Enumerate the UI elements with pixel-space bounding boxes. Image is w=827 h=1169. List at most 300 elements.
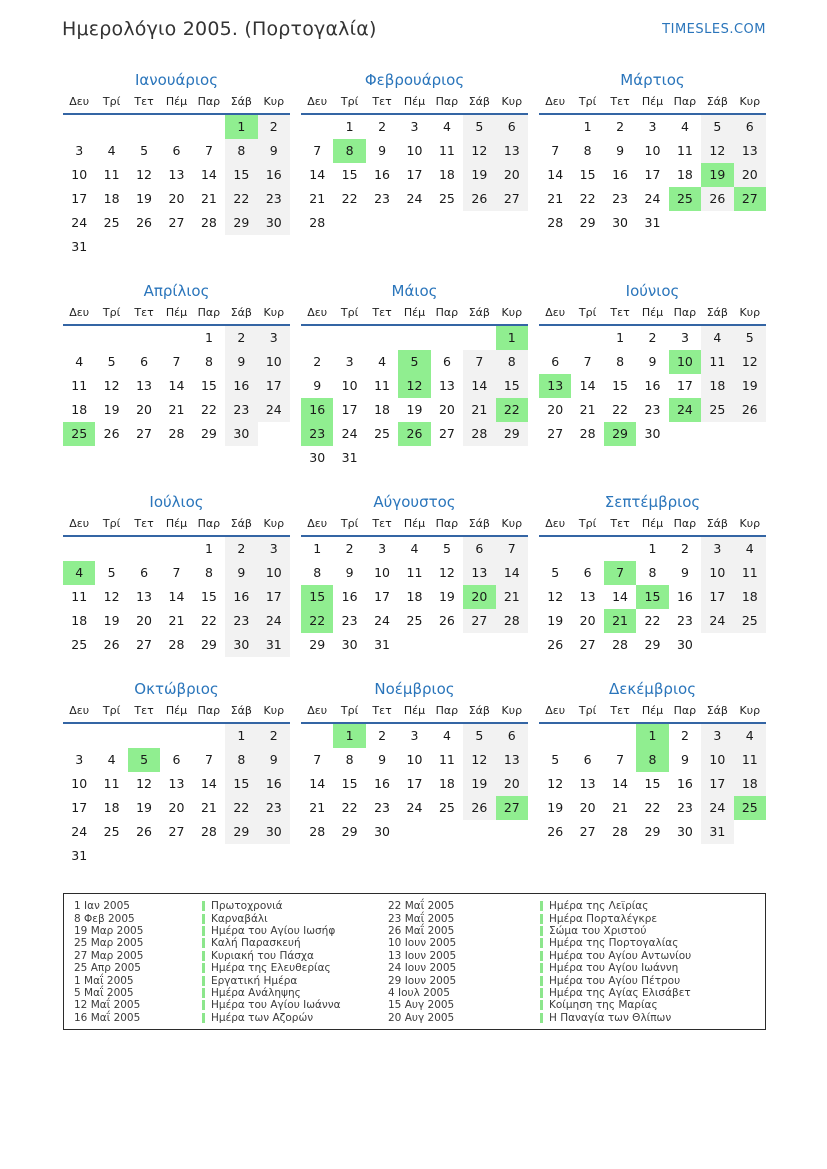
day-cell: 12 (103, 378, 120, 393)
day-cell: 1 (204, 330, 213, 345)
week-row (301, 211, 528, 235)
weekend-day-cell: 13 (734, 139, 766, 163)
legend-tick-icon (540, 901, 543, 911)
month-title: Μάιος (391, 282, 438, 300)
day-cell: 3 (410, 119, 419, 134)
weekend-day-cell: 13 (496, 748, 528, 772)
day-cell: 15 (644, 776, 661, 791)
weekend-day-cell: 22 (225, 187, 257, 211)
day-cell: 1 (583, 119, 592, 134)
empty-cell (193, 235, 225, 259)
day-cell: 28 (309, 824, 326, 839)
day-cell: 1 (204, 541, 213, 556)
weekday-label: Σάβ (706, 306, 728, 319)
holiday-day-cell: 22 (496, 398, 528, 422)
day-cell: 5 (140, 143, 149, 158)
week-row (539, 561, 766, 585)
day-cell: 28 (200, 824, 217, 839)
day-cell: 10 (644, 143, 661, 158)
day-cell: 5 (442, 541, 451, 556)
month-title: Σεπτέμβριος (604, 493, 701, 511)
day-cell: 23 (612, 191, 629, 206)
month-title: Ιανουάριος (134, 71, 218, 89)
weekend-day-cell: 21 (463, 398, 495, 422)
weekday-label: Δευ (69, 517, 90, 530)
weekday-label: Σάβ (706, 517, 728, 530)
empty-cell (463, 326, 495, 350)
holiday-day-cell: 26 (398, 422, 430, 446)
legend-tick-icon (540, 951, 543, 961)
empty-cell (496, 211, 528, 235)
week-row (539, 187, 766, 211)
week-row (63, 772, 290, 796)
weekday-label: Σάβ (230, 517, 252, 530)
empty-cell (463, 211, 495, 235)
empty-cell (366, 326, 398, 350)
empty-cell (128, 326, 160, 350)
weekend-day-cell: 12 (463, 139, 495, 163)
day-cell: 25 (438, 800, 455, 815)
weekday-label: Τρί (340, 95, 359, 108)
weekend-day-cell: 10 (701, 561, 733, 585)
weekend-day-cell: 22 (225, 796, 257, 820)
weekend-day-cell: 10 (701, 748, 733, 772)
legend-entry-name: Ημέρα του Αγίου Πέτρου (540, 975, 765, 987)
day-cell: 4 (378, 354, 387, 369)
weekday-label: Σάβ (468, 95, 490, 108)
weekend-day-cell: 31 (701, 820, 733, 844)
holiday-day-cell: 1 (333, 724, 365, 748)
day-cell: 27 (136, 426, 153, 441)
day-cell: 11 (374, 378, 391, 393)
day-cell: 4 (75, 354, 84, 369)
day-cell: 20 (547, 402, 564, 417)
weekday-label: Τετ (610, 95, 630, 108)
weekend-day-cell: 11 (734, 561, 766, 585)
day-cell: 6 (442, 354, 451, 369)
day-cell: 7 (583, 354, 592, 369)
day-cell: 6 (140, 565, 149, 580)
weekend-day-cell: 6 (496, 724, 528, 748)
day-cell: 11 (438, 143, 455, 158)
holiday-day-cell: 1 (496, 326, 528, 350)
weekend-day-cell: 29 (225, 211, 257, 235)
day-cell: 6 (172, 752, 181, 767)
empty-cell (160, 235, 192, 259)
legend-tick-icon (540, 914, 543, 924)
weekend-day-cell: 5 (463, 115, 495, 139)
month-title: Νοέμβριος (374, 680, 455, 698)
weekday-label: Δευ (545, 517, 566, 530)
day-cell: 12 (547, 776, 564, 791)
day-cell: 8 (204, 565, 213, 580)
day-cell: 4 (107, 752, 116, 767)
month-Σεπτέμβριος (539, 492, 766, 657)
legend-entry-name: Εργατική Ημέρα (202, 975, 388, 987)
weekend-day-cell: 26 (734, 398, 766, 422)
empty-cell (431, 633, 463, 657)
legend-entry-name: Ημέρα του Αγίου Αντωνίου (540, 950, 765, 962)
holiday-day-cell: 27 (734, 187, 766, 211)
day-cell: 19 (438, 589, 455, 604)
legend-date: 15 Αυγ 2005 (388, 999, 455, 1012)
weekend-day-cell: 12 (463, 748, 495, 772)
weekend-day-cell: 28 (463, 422, 495, 446)
day-cell: 11 (71, 378, 88, 393)
empty-cell (63, 724, 95, 748)
holiday-day-cell: 24 (669, 398, 701, 422)
day-cell: 26 (438, 613, 455, 628)
empty-cell (539, 537, 571, 561)
weekend-day-cell: 18 (734, 772, 766, 796)
weekend-day-cell: 11 (734, 748, 766, 772)
weekday-label: Πέμ (641, 95, 664, 108)
legend-tick-icon (202, 988, 205, 998)
month-Φεβρουάριος (301, 70, 528, 235)
legend-date: 23 Μαΐ 2005 (388, 912, 455, 925)
day-cell: 11 (103, 776, 120, 791)
day-cell: 28 (612, 824, 629, 839)
weekday-label: Παρ (435, 95, 459, 108)
week-row (539, 326, 766, 350)
empty-cell (734, 633, 766, 657)
month-title: Οκτώβριος (134, 680, 219, 698)
day-cell: 12 (438, 565, 455, 580)
week-row (301, 163, 528, 187)
holiday-day-cell: 16 (301, 398, 333, 422)
weekday-label: Κυρ (501, 95, 523, 108)
day-cell: 1 (616, 330, 625, 345)
weekend-day-cell: 26 (463, 187, 495, 211)
legend-entry-name: Ημέρα της Πορτογαλίας (540, 937, 765, 949)
weekday-label: Σάβ (230, 306, 252, 319)
week-row (301, 633, 528, 657)
weekday-label: Σάβ (468, 517, 490, 530)
empty-cell (301, 115, 333, 139)
day-cell: 7 (313, 752, 322, 767)
weekend-day-cell: 30 (258, 820, 290, 844)
weekend-day-cell: 28 (496, 609, 528, 633)
holiday-day-cell: 23 (301, 422, 333, 446)
weekend-day-cell: 9 (258, 748, 290, 772)
empty-cell (701, 633, 733, 657)
weekend-day-cell: 15 (225, 772, 257, 796)
weekday-label: Πέμ (641, 517, 664, 530)
holiday-day-cell: 10 (669, 350, 701, 374)
weekend-day-cell: 17 (701, 772, 733, 796)
day-cell: 25 (406, 613, 423, 628)
holiday-day-cell: 25 (669, 187, 701, 211)
weekend-day-cell: 25 (701, 398, 733, 422)
legend-tick-icon (202, 976, 205, 986)
month-Μάιος (301, 281, 528, 470)
month-title: Αύγουστος (373, 493, 456, 511)
day-cell: 16 (374, 776, 391, 791)
legend-date: 1 Μαΐ 2005 (74, 974, 134, 987)
week-row (539, 820, 766, 844)
weekday-label: Τρί (102, 306, 121, 319)
holiday-day-cell: 5 (128, 748, 160, 772)
empty-cell (571, 724, 603, 748)
empty-cell (225, 235, 257, 259)
day-cell: 28 (200, 215, 217, 230)
months-grid (63, 70, 766, 868)
holiday-day-cell: 21 (604, 609, 636, 633)
day-cell: 24 (644, 191, 661, 206)
weekend-day-cell: 2 (258, 115, 290, 139)
day-cell: 26 (547, 824, 564, 839)
day-cell: 26 (103, 426, 120, 441)
weekend-day-cell: 15 (496, 374, 528, 398)
day-cell: 12 (136, 776, 153, 791)
day-cell: 15 (612, 378, 629, 393)
day-cell: 9 (680, 752, 689, 767)
legend-entry-name: Ημέρα του Αγίου Ιωσήφ (202, 925, 388, 937)
weekend-day-cell: 16 (225, 374, 257, 398)
day-cell: 17 (71, 800, 88, 815)
day-cell: 30 (341, 637, 358, 652)
weekday-label: Τρί (102, 704, 121, 717)
day-cell: 13 (136, 378, 153, 393)
legend-date: 12 Μαΐ 2005 (74, 999, 141, 1012)
weekend-day-cell: 30 (225, 633, 257, 657)
day-cell: 13 (168, 776, 185, 791)
weekend-day-cell: 4 (734, 537, 766, 561)
day-cell: 18 (103, 800, 120, 815)
legend-tick-icon (202, 1013, 205, 1023)
weekend-day-cell: 16 (258, 772, 290, 796)
weekday-label: Τετ (134, 306, 154, 319)
empty-cell (95, 235, 127, 259)
month-title: Απρίλιος (143, 282, 210, 300)
day-cell: 8 (313, 565, 322, 580)
weekend-day-cell: 25 (734, 609, 766, 633)
weekend-day-cell: 27 (496, 187, 528, 211)
week-row (539, 211, 766, 235)
empty-cell (128, 537, 160, 561)
empty-cell (734, 422, 766, 446)
day-cell: 16 (341, 589, 358, 604)
day-cell: 25 (71, 637, 88, 652)
legend-entry-name: Ημέρα Πορταλέγκρε (540, 913, 765, 925)
weekday-label: Κυρ (739, 95, 761, 108)
weekend-day-cell: 23 (225, 398, 257, 422)
day-cell: 9 (313, 378, 322, 393)
day-cell: 6 (583, 565, 592, 580)
empty-cell (669, 422, 701, 446)
weekday-label: Τρί (340, 306, 359, 319)
day-cell: 4 (680, 119, 689, 134)
empty-cell (95, 724, 127, 748)
week-row (539, 422, 766, 446)
legend-tick-icon (202, 1000, 205, 1010)
day-cell: 20 (168, 800, 185, 815)
legend-date: 10 Ιουν 2005 (388, 937, 457, 950)
day-cell: 28 (309, 215, 326, 230)
weekday-label: Πέμ (165, 704, 188, 717)
day-cell: 23 (374, 800, 391, 815)
week-row (301, 139, 528, 163)
day-cell: 26 (103, 637, 120, 652)
day-cell: 31 (341, 450, 358, 465)
day-cell: 29 (644, 824, 661, 839)
day-cell: 7 (313, 143, 322, 158)
weekday-label: Δευ (307, 704, 328, 717)
week-row (63, 398, 290, 422)
empty-cell (333, 211, 365, 235)
weekend-day-cell: 17 (258, 585, 290, 609)
week-row (301, 772, 528, 796)
day-cell: 14 (309, 776, 326, 791)
month-title: Ιούνιος (625, 282, 680, 300)
empty-cell (463, 633, 495, 657)
empty-cell (160, 115, 192, 139)
weekday-label: Δευ (545, 704, 566, 717)
weekday-label: Πέμ (641, 704, 664, 717)
week-row (539, 724, 766, 748)
weekday-label: Δευ (545, 95, 566, 108)
legend-date: 25 Απρ 2005 (74, 962, 141, 975)
empty-cell (63, 537, 95, 561)
weekday-label: Δευ (307, 517, 328, 530)
legend-date: 20 Αυγ 2005 (388, 1011, 455, 1024)
weekend-day-cell: 10 (258, 561, 290, 585)
empty-cell (571, 326, 603, 350)
weekend-day-cell: 12 (734, 350, 766, 374)
weekend-day-cell: 14 (463, 374, 495, 398)
month-Μάρτιος (539, 70, 766, 235)
month-Ιούνιος (539, 281, 766, 446)
day-cell: 30 (612, 215, 629, 230)
weekday-label: Παρ (673, 306, 697, 319)
weekend-day-cell: 14 (496, 561, 528, 585)
week-row (539, 796, 766, 820)
day-cell: 16 (374, 167, 391, 182)
day-cell: 13 (579, 589, 596, 604)
holiday-day-cell: 25 (734, 796, 766, 820)
empty-cell (258, 844, 290, 868)
empty-cell (496, 820, 528, 844)
weekday-label: Κυρ (501, 517, 523, 530)
weekend-day-cell: 8 (496, 350, 528, 374)
week-row (63, 820, 290, 844)
holiday-day-cell: 20 (463, 585, 495, 609)
week-row (301, 561, 528, 585)
day-cell: 20 (136, 402, 153, 417)
month-title: Δεκέμβριος (608, 680, 696, 698)
day-cell: 7 (551, 143, 560, 158)
legend-tick-icon (540, 1000, 543, 1010)
day-cell: 29 (200, 637, 217, 652)
weekend-day-cell: 1 (225, 724, 257, 748)
legend-date: 24 Ιουν 2005 (388, 962, 457, 975)
day-cell: 22 (579, 191, 596, 206)
day-cell: 7 (204, 143, 213, 158)
day-cell: 5 (551, 565, 560, 580)
weekend-day-cell: 7 (496, 537, 528, 561)
legend-tick-icon (202, 901, 205, 911)
weekend-day-cell: 26 (701, 187, 733, 211)
day-cell: 13 (136, 589, 153, 604)
day-cell: 30 (676, 637, 693, 652)
day-cell: 27 (547, 426, 564, 441)
month-Απρίλιος (63, 281, 290, 446)
day-cell: 18 (374, 402, 391, 417)
weekday-label: Πέμ (165, 95, 188, 108)
legend-tick-icon (540, 963, 543, 973)
weekend-day-cell: 9 (258, 139, 290, 163)
week-row (539, 537, 766, 561)
empty-cell (398, 633, 430, 657)
weekend-day-cell: 19 (734, 374, 766, 398)
week-row (539, 633, 766, 657)
week-row (301, 446, 528, 470)
legend-tick-icon (202, 963, 205, 973)
legend-date: 27 Μαρ 2005 (74, 949, 144, 962)
legend-date: 5 Μαΐ 2005 (74, 986, 134, 999)
empty-cell (258, 235, 290, 259)
weekday-label: Πέμ (165, 306, 188, 319)
week-row (63, 326, 290, 350)
day-cell: 5 (107, 354, 116, 369)
weekend-day-cell: 20 (496, 163, 528, 187)
empty-cell (63, 326, 95, 350)
day-cell: 28 (547, 215, 564, 230)
weekend-day-cell: 16 (225, 585, 257, 609)
day-cell: 3 (680, 330, 689, 345)
weekday-label: Παρ (197, 517, 221, 530)
empty-cell (604, 537, 636, 561)
legend-tick-icon (540, 988, 543, 998)
day-cell: 4 (442, 728, 451, 743)
empty-cell (160, 537, 192, 561)
week-row (301, 724, 528, 748)
day-cell: 14 (612, 589, 629, 604)
day-cell: 10 (341, 378, 358, 393)
legend-tick-icon (202, 914, 205, 924)
empty-cell (431, 326, 463, 350)
day-cell: 14 (309, 167, 326, 182)
day-cell: 10 (406, 752, 423, 767)
legend-date: 25 Μαρ 2005 (74, 937, 144, 950)
day-cell: 6 (551, 354, 560, 369)
month-title: Μάρτιος (620, 71, 685, 89)
day-cell: 14 (612, 776, 629, 791)
weekend-day-cell: 4 (734, 724, 766, 748)
month-Νοέμβριος (301, 679, 528, 844)
day-cell: 20 (168, 191, 185, 206)
day-cell: 24 (71, 215, 88, 230)
weekday-label: Τρί (578, 517, 597, 530)
day-cell: 2 (378, 728, 387, 743)
weekday-label: Παρ (673, 704, 697, 717)
month-title: Φεβρουάριος (364, 71, 465, 89)
empty-cell (160, 724, 192, 748)
empty-cell (128, 115, 160, 139)
empty-cell (398, 446, 430, 470)
week-row (63, 115, 290, 139)
week-row (301, 585, 528, 609)
day-cell: 24 (71, 824, 88, 839)
legend-date: 22 Μαΐ 2005 (388, 900, 455, 913)
weekend-day-cell: 30 (258, 211, 290, 235)
day-cell: 27 (168, 215, 185, 230)
weekend-day-cell: 13 (463, 561, 495, 585)
week-row (63, 724, 290, 748)
day-cell: 28 (612, 637, 629, 652)
week-row (301, 326, 528, 350)
site-link[interactable]: TIMESLES.COM (662, 22, 766, 37)
